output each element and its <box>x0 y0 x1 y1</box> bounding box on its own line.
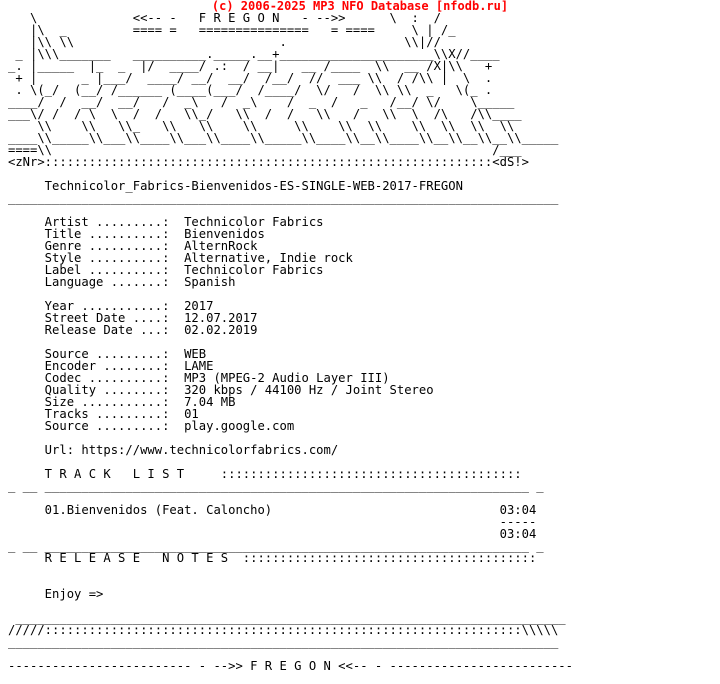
nfo-document-text: \ <<-- - F R E G O N - -->> \ : / |\ _ ==== = =============== = ==== \ | /_ |\\ \\ . \\|// _ |\\\_______ __________._____.__+_____________________\\X//____ _. |_____ |_ _ |/ ____/ .: / __| __ /____ \\ __ /X|\\ + + | _ |___/ ____/ __/ __/ /__/ // ___ \\ / /\\ | \ . . \(_/ (__/ /______ (____(___/ /____/ \/ / \\ \\ _ \(_ . ____/ / __/ __/ / _\ / _\ / _ / _ /__/ \/ \_____ ___\/ / / \ \ / / \\_/ \\ / / \\ / \\ \ /\ /\\____ \\ \\ \\_ \\ \\ \\ \\ \\ \\ \\ \\ \\ \\ ____\\_____\\___\\____\\___\\____\\_____\\____\\__\\____\\__\\__\\__\\_____ ====\\ /___ <zNr>:::::::::::::::::::::::::::::::::::::::::::::::::::::::::::::<dS!> Technicolor_Fabrics-Bienvenidos-ES-SINGLE-WEB-2017-FREGON ___________________________________________________________________________ Artist .........: Technicolor Fabrics Title ..........: Bienvenidos Genre ..........: AlternRock Style ..........: Alternative, Indie rock Label ..........: Technicolor Fabrics Language .......: Spanish Year ...........: 2017 Street Date ....: 12.07.2017 Release Date ...: 02.02.2019 Source .........: WEB Encoder ........: LAME Codec ..........: MP3 (MPEG-2 Audio Layer III) Quality ........: 320 kbps / 44100 Hz / Joint Stereo Size ...........: 7.04 MB Tracks .........: 01 Source .........: play.google.com Url: https://www.technicolorfabrics.com/ T R A C K L I S T ::::::::::::::::::::::::::::::::::::::::: _ __ __________________________________________________________________ _ 01.Bienvenidos (Feat. Caloncho) 03:04 ----- 03:04 _ __ __________________________________________________________________ _ R E L E A S E N O T E S :::::::::::::::::::::::::::::::::::::::: Enjoy => ___________________________________________________________________________ /////:::::::::::::::::::::::::::::::::::::::::::::::::::::::::::::::::\\\\\ ___________________________________________________________________________ ------------------------- - -->> F R E G O N <<-- - ------------------------- <box>8 11 573 673</box>
site-copyright-header: (c) 2006-2025 MP3 NFO Database [nfodb.ru] <box>211 0 509 13</box>
